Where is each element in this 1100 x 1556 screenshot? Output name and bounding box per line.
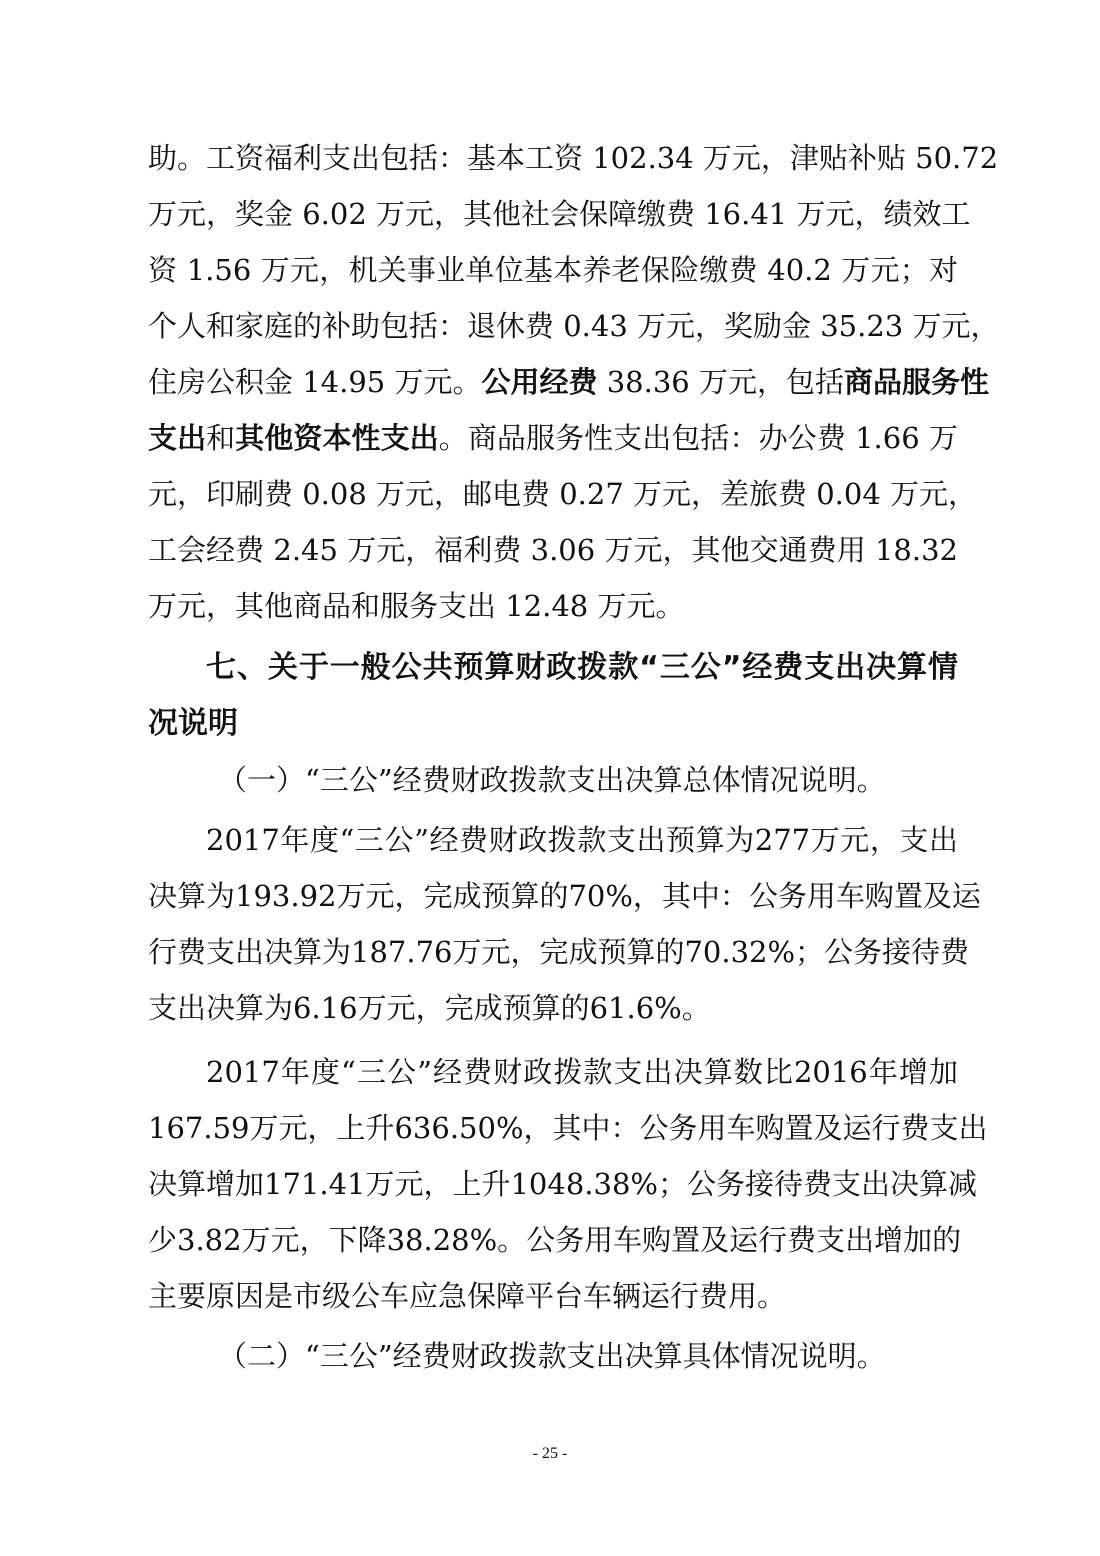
section-heading: 七、关于一般公共预算财政拨款“三公”经费支出决算情 — [206, 650, 958, 685]
subsection-heading: （一）“三公”经费财政拨款支出决算总体情况说明。 — [218, 763, 886, 797]
paragraph-line: 万元，奖金 6.02 万元，其他社会保障缴费 16.41 万元，绩效工 — [148, 197, 971, 231]
paragraph-line — [148, 362, 989, 402]
paragraph-line: 支出决算为6.16万元，完成预算的61.6%。 — [148, 991, 711, 1025]
paragraph-line: 万元，其他商品和服务支出 12.48 万元。 — [148, 589, 685, 623]
page-number: - 25 - — [532, 1445, 568, 1462]
bold-term: 公用经费 — [481, 365, 598, 399]
paragraph-line: 167.59万元，上升636.50%，其中：公务用车购置及运行费支出 — [148, 1111, 988, 1145]
text-run: 38.36 万元，包括 — [597, 365, 844, 399]
paragraph-line: 元，印刷费 0.08 万元，邮电费 0.27 万元，差旅费 0.04 万元， — [148, 477, 978, 511]
text-run: 和 — [206, 421, 236, 455]
subsection-heading: （二）“三公”经费财政拨款支出决算具体情况说明。 — [218, 1339, 886, 1373]
paragraph-line: 2017年度“三公”经费财政拨款支出决算数比2016年增加 — [206, 1055, 958, 1089]
paragraph-line: 工会经费 2.45 万元，福利费 3.06 万元，其他交通费用 18.32 — [148, 533, 958, 567]
paragraph-line: 少3.82万元，下降38.28%。公务用车购置及运行费支出增加的 — [148, 1223, 962, 1257]
paragraph-line: 2017年度“三公”经费财政拨款支出预算为277万元，支出 — [206, 823, 958, 857]
paragraph-line: 个人和家庭的补助包括：退休费 0.43 万元，奖励金 35.23 万元， — [148, 309, 1000, 343]
section-heading: 况说明 — [148, 706, 238, 741]
paragraph-line: 行费支出决算为187.76万元，完成预算的70.32%；公务接待费 — [148, 935, 970, 969]
text-run: 。商品服务性支出包括：办公费 1.66 万 — [438, 421, 958, 455]
paragraph-line: 助。工资福利支出包括：基本工资 102.34 万元，津贴补贴 50.72 — [148, 141, 999, 175]
paragraph-line: 资 1.56 万元，机关事业单位基本养老保险缴费 40.2 万元；对 — [148, 253, 958, 287]
bold-term: 商品服务性 — [843, 365, 989, 399]
paragraph-line: 决算为193.92万元，完成预算的70%，其中：公务用车购置及运 — [148, 879, 981, 913]
bold-term: 支出 — [148, 421, 207, 455]
paragraph-line — [148, 418, 958, 458]
bold-term: 其他资本性支出 — [235, 421, 439, 455]
paragraph-line: 主要原因是市级公车应急保障平台车辆运行费用。 — [148, 1279, 787, 1313]
text-run: 住房公积金 14.95 万元。 — [148, 365, 482, 399]
paragraph-line: 决算增加171.41万元，上升1048.38%；公务接待费支出决算减 — [148, 1167, 977, 1201]
